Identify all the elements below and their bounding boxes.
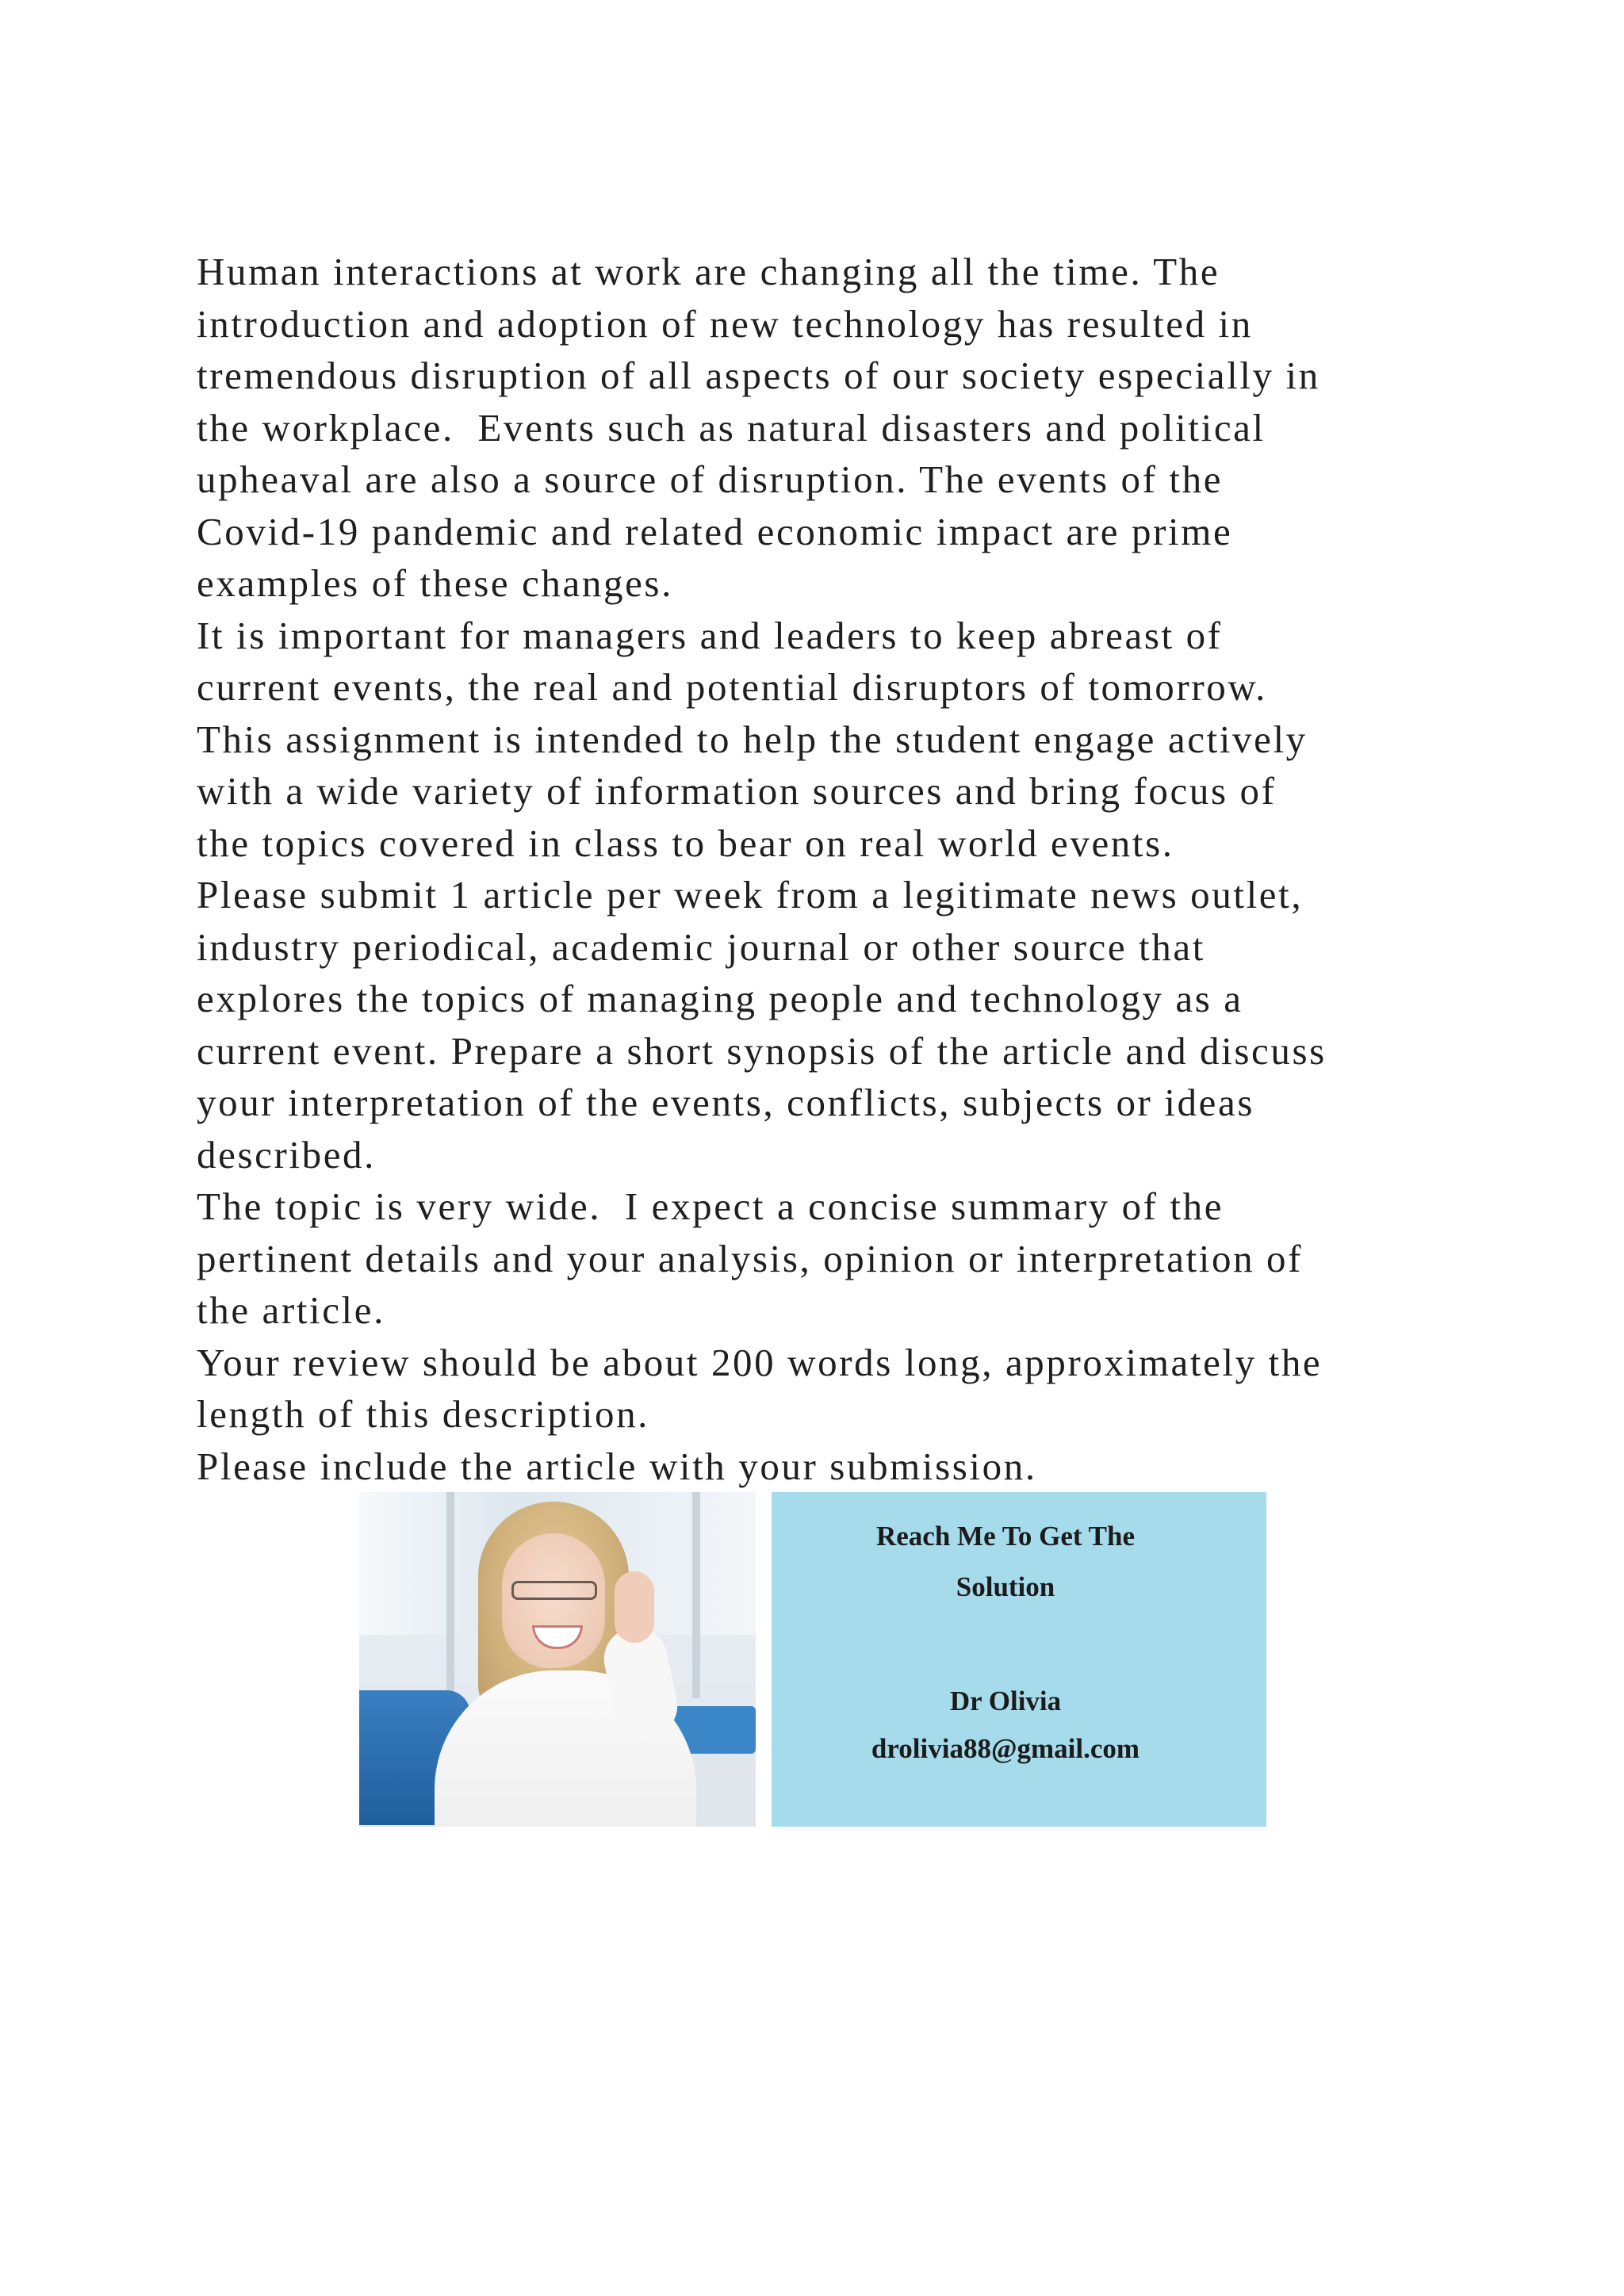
text-line: This assignment is intended to help the student engage actively xyxy=(197,717,1308,761)
text-line: the workplace. Events such as natural disasters and political xyxy=(197,405,1266,450)
contact-card xyxy=(772,1492,1266,1827)
card-contact-name: Dr Olivia xyxy=(949,1686,1062,1716)
text-line: Covid-19 pandemic and related economic impact are prime xyxy=(197,509,1233,553)
promo-divider xyxy=(756,1492,772,1827)
text-line: upheaval are also a source of disruption. The events of the xyxy=(197,457,1224,501)
text-line: Please include the article with your submission. xyxy=(197,1444,1037,1488)
text-line: the article. xyxy=(197,1288,385,1332)
text-line: current event. Prepare a short synopsis of the article and discuss xyxy=(197,1028,1327,1073)
woman-photo xyxy=(359,1492,756,1827)
text-line: your interpretation of the events, conflicts, subjects or ideas xyxy=(197,1081,1255,1124)
text-line: examples of these changes. xyxy=(197,561,673,605)
text-line: tremendous disruption of all aspects of our society especially in xyxy=(197,354,1320,397)
text-line: introduction and adoption of new technology has resulted in xyxy=(197,301,1253,346)
window-frame xyxy=(446,1492,454,1698)
text-line: length of this description. xyxy=(197,1392,650,1436)
card-contact-email: drolivia88@gmail.com xyxy=(871,1733,1140,1764)
text-line: with a wide variety of information sources and bring focus of xyxy=(197,769,1277,813)
text-line: current events, the real and potential disruptors of tomorrow. xyxy=(197,665,1267,709)
text-line: industry periodical, academic journal or other source that xyxy=(197,924,1205,969)
hand-shape xyxy=(615,1571,654,1643)
document-body xyxy=(197,246,1434,1492)
card-heading-line1: Reach Me To Get The xyxy=(875,1521,1135,1552)
text-line: the topics covered in class to bear on real world events. xyxy=(197,821,1174,865)
text-line: It is important for managers and leaders to keep abreast of xyxy=(197,613,1223,657)
text-line: Your review should be about 200 words long, approximately the xyxy=(197,1340,1323,1384)
promo-banner xyxy=(359,1492,1266,1827)
text-line: Human interactions at work are changing all the time. The xyxy=(197,250,1220,293)
window-frame xyxy=(692,1492,700,1698)
text-line: explores the topics of managing people and technology as a xyxy=(197,977,1243,1020)
text-line: The topic is very wide. I expect a concise summary of the xyxy=(197,1184,1224,1228)
text-line: Please submit 1 article per week from a legitimate news outlet, xyxy=(197,873,1304,916)
card-heading-line2: Solution xyxy=(956,1571,1055,1602)
glasses-shape xyxy=(511,1581,597,1600)
text-line: described. xyxy=(197,1132,376,1177)
text-line: pertinent details and your analysis, opinion or interpretation of xyxy=(197,1236,1304,1280)
